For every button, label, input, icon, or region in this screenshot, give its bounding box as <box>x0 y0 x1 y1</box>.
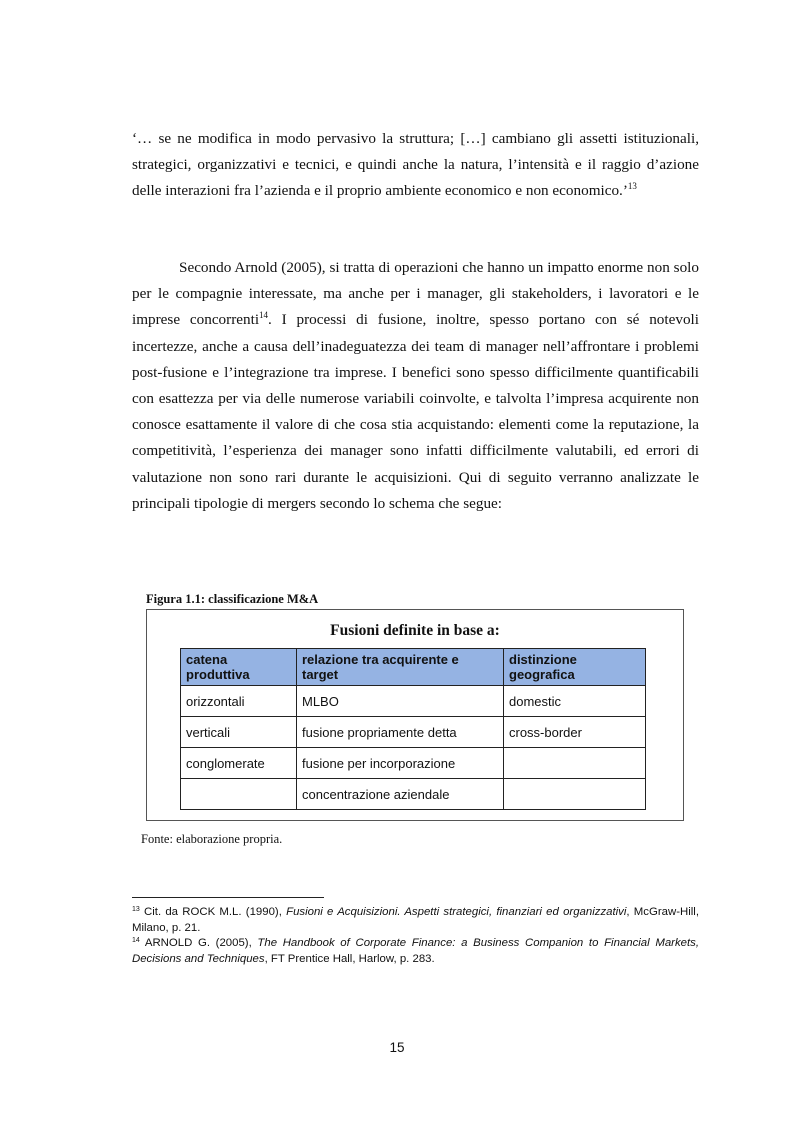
footnote-13 <box>132 905 699 936</box>
table-cell: concentrazione aziendale <box>297 779 504 810</box>
arnold-text-part-a: Secondo Arnold (2005), si tratta di operazioni che hanno un impatto enorme non solo per le compagnie interessate, ma anche per i manager, gli stakeholders, i lavoratori e le imprese concorrenti <box>132 259 699 329</box>
footnote-14-publisher: , FT Prentice Hall, Harlow, p. 283. <box>264 952 435 965</box>
table-cell: cross-border <box>504 717 646 748</box>
arnold-text-part-b: . I processi di fusione, inoltre, spesso portano con sé notevoli incertezze, anche a causa dell’inadeguatezza dei team di manager nell’affrontare i problemi post-fusione e l’integrazione tra imprese. I benefici sono spesso difficilmente quantificabili con esattezza per via delle numerose variabili coinvolte, e talvolta l’impresa acquirente non conosce esattamente il valore di che cosa stia acquistando: elementi come la reputazione, la competitività, l’esperienza dei manager sono infatti difficilmente valutabili, ed errori di valutazione non sono rari durante le acquisizioni. Qui di seguito verranno analizzate le principali tipologie di mergers secondo lo schema che segue: <box>132 311 699 512</box>
footnotes <box>132 905 699 967</box>
figure-box <box>146 609 684 821</box>
table-cell: orizzontali <box>181 686 297 717</box>
footnote-14-text: ARNOLD G. (2005), <box>144 937 258 949</box>
table-cell: domestic <box>504 686 646 717</box>
table-row <box>181 779 646 810</box>
footnote-13-book-title: Fusioni e Acquisizioni. Aspetti strategici, finanziari ed organizzativi <box>286 906 627 918</box>
table-row <box>181 717 646 748</box>
arnold-paragraph <box>132 255 699 517</box>
footnote-divider <box>132 897 324 898</box>
table-cell <box>181 779 297 810</box>
header-relazione-acquirente-target: relazione tra acquirente e target <box>297 649 504 686</box>
footnote-ref-14[interactable]: 14 <box>259 310 269 321</box>
footnote-14 <box>132 936 699 967</box>
classification-table <box>180 648 646 810</box>
figure-source: Fonte: elaborazione propria. <box>141 832 283 846</box>
quote-paragraph <box>132 126 699 205</box>
table-row <box>181 748 646 779</box>
footnote-13-number: 13 <box>132 906 140 913</box>
table-cell <box>504 748 646 779</box>
footnote-13-publisher: , McGraw-Hill, Milano, p. 21. <box>132 906 699 934</box>
figure-title: Fusioni definite in base a: <box>330 622 500 639</box>
table-cell: fusione propriamente detta <box>297 717 504 748</box>
footnote-ref-13[interactable]: 13 <box>627 181 637 192</box>
page-number: 15 <box>389 1040 405 1055</box>
header-distinzione-geografica: distinzione geografica <box>504 649 646 686</box>
table-row <box>181 686 646 717</box>
table-cell <box>504 779 646 810</box>
quote-text: ‘… se ne modifica in modo pervasivo la struttura; […] cambiano gli assetti istituzionali, strategici, organizzativi e tecnici, e quindi anche la natura, l’intensità e il raggio d’azione delle interazioni fra l’azienda e il proprio ambiente economico e non economico.’ <box>132 130 699 200</box>
table-cell: verticali <box>181 717 297 748</box>
table-cell: fusione per incorporazione <box>297 748 504 779</box>
header-catena-produttiva: catena produttiva <box>181 649 297 686</box>
table-cell: MLBO <box>297 686 504 717</box>
footnote-14-number: 14 <box>132 937 140 944</box>
footnote-13-text: Cit. da ROCK M.L. (1990), <box>144 906 287 918</box>
table-cell: conglomerate <box>181 748 297 779</box>
figure-caption: Figura 1.1: classificazione M&A <box>146 592 319 606</box>
footnote-14-book-title: The Handbook of Corporate Finance: a Business Companion to Financial Markets, Decisions and Techniques <box>132 937 699 965</box>
table-header-row <box>181 649 646 686</box>
